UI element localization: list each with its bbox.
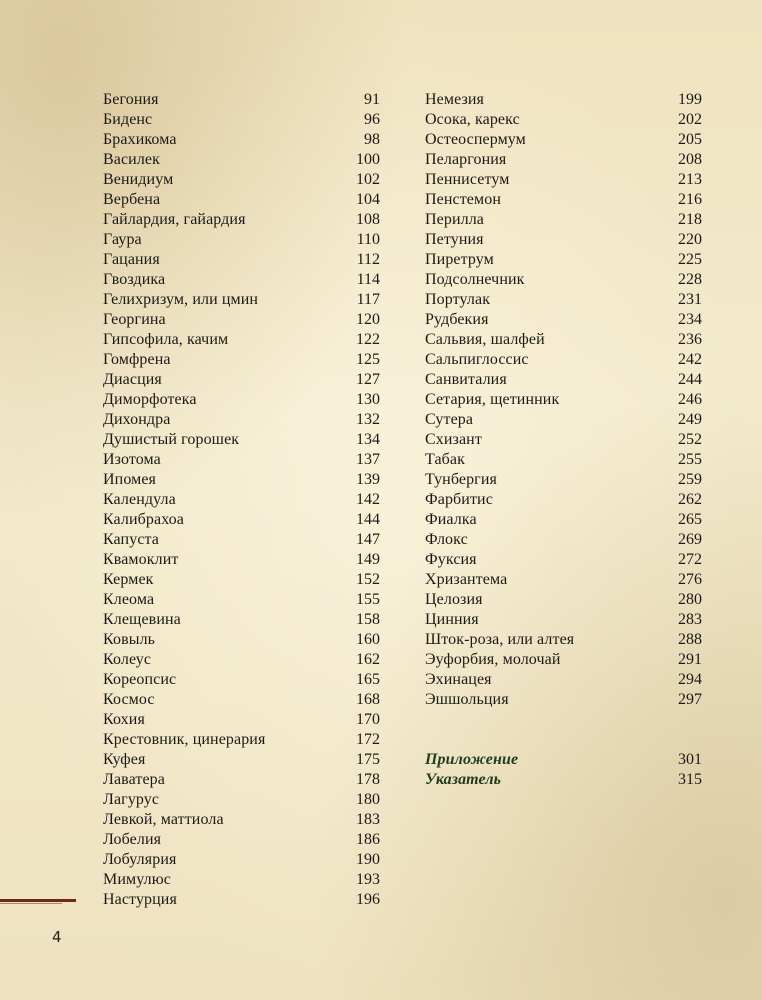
toc-entry[interactable]	[103, 470, 380, 490]
toc-entry-title: Душистый горошек	[103, 431, 240, 448]
toc-entry-page: 280	[678, 591, 702, 608]
toc-entry-title: Изотома	[103, 451, 161, 468]
toc-entry-title: Клеома	[103, 591, 155, 608]
toc-entry-title: Пеларгония	[425, 151, 507, 168]
toc-entry-title: Ипомея	[103, 471, 156, 488]
toc-entry-page: 193	[356, 871, 380, 888]
toc-entry-page: 130	[356, 391, 380, 408]
toc-entry-title: Крестовник, цинерария	[103, 731, 266, 748]
toc-entry-page: 249	[678, 411, 702, 428]
toc-entry-title: Целозия	[425, 591, 483, 608]
toc-entry-title: Фиалка	[425, 511, 477, 528]
toc-entry-page: 315	[678, 771, 702, 788]
toc-entry-page: 252	[678, 431, 702, 448]
toc-entry-title: Указатель	[425, 771, 502, 788]
toc-entry-title: Эхинацея	[425, 671, 492, 688]
toc-entry[interactable]	[425, 690, 702, 710]
toc-entry-page: 149	[356, 551, 380, 568]
toc-entry-title: Венидиум	[103, 171, 174, 188]
toc-entry-page: 132	[356, 411, 380, 428]
toc-entry[interactable]	[425, 470, 702, 490]
toc-entry[interactable]	[103, 570, 380, 590]
toc-entry[interactable]	[425, 410, 702, 430]
toc-entry[interactable]	[103, 590, 380, 610]
toc-entry[interactable]	[425, 510, 702, 530]
toc-entry-page: 208	[678, 151, 702, 168]
toc-entry-page: 144	[356, 511, 380, 528]
toc-entry-title: Квамоклит	[103, 551, 179, 568]
toc-entry-title: Ковыль	[103, 631, 156, 648]
toc-entry[interactable]	[425, 230, 702, 250]
toc-entry-title: Василек	[103, 151, 160, 168]
toc-entry-page: 155	[356, 591, 380, 608]
toc-extra-entry[interactable]	[425, 750, 702, 770]
toc-entry-title: Календула	[103, 491, 176, 508]
toc-entry[interactable]	[103, 870, 380, 890]
toc-entry-page: 269	[678, 531, 702, 548]
toc-entry-page: 186	[356, 831, 380, 848]
toc-entry[interactable]	[425, 130, 702, 150]
toc-entry-page: 228	[678, 271, 702, 288]
toc-entry-page: 168	[356, 691, 380, 708]
toc-entry-page: 272	[678, 551, 702, 568]
toc-entry-title: Лобулярия	[103, 851, 177, 868]
toc-entry[interactable]	[103, 170, 380, 190]
toc-entry-page: 139	[356, 471, 380, 488]
toc-entry[interactable]	[103, 810, 380, 830]
toc-entry-title: Кореопсис	[103, 671, 177, 688]
toc-entry-title: Табак	[425, 451, 465, 468]
toc-entry-title: Шток-роза, или алтея	[425, 631, 575, 648]
toc-entry-title: Диасция	[103, 371, 162, 388]
toc-entry[interactable]	[103, 550, 380, 570]
toc-entry-title: Гипсофила, качим	[103, 331, 229, 348]
toc-entry-title: Петуния	[425, 231, 484, 248]
toc-entry[interactable]	[425, 110, 702, 130]
toc-entry[interactable]	[103, 690, 380, 710]
toc-entry-page: 125	[356, 351, 380, 368]
toc-entry[interactable]	[103, 150, 380, 170]
toc-entry[interactable]	[425, 670, 702, 690]
toc-entry-page: 98	[364, 131, 380, 148]
toc-entry-page: 96	[364, 111, 380, 128]
toc-entry-title: Санвиталия	[425, 371, 507, 388]
toc-entry-title: Подсолнечник	[425, 271, 525, 288]
toc-entry-page: 100	[356, 151, 380, 168]
toc-entry[interactable]	[103, 90, 380, 110]
toc-entry-title: Остеоспермум	[425, 131, 526, 148]
toc-entry-title: Брахикома	[103, 131, 177, 148]
toc-entry-page: 175	[356, 751, 380, 768]
toc-entry-title: Фуксия	[425, 551, 477, 568]
toc-entry-page: 117	[356, 291, 380, 308]
toc-entry[interactable]	[425, 550, 702, 570]
toc-entry[interactable]	[103, 210, 380, 230]
toc-extra-entry[interactable]	[425, 770, 702, 790]
toc-left-column	[103, 90, 380, 910]
toc-entry[interactable]	[103, 110, 380, 130]
toc-entry-title: Приложение	[425, 751, 519, 768]
toc-entry-title: Калибрахоа	[103, 511, 184, 528]
toc-gap	[425, 710, 702, 750]
toc-entry-title: Лаватера	[103, 771, 165, 788]
toc-entry-title: Космос	[103, 691, 155, 708]
toc-entry[interactable]	[103, 750, 380, 770]
toc-entry-title: Биденс	[103, 111, 153, 128]
toc-entry-title: Эуфорбия, молочай	[425, 651, 561, 668]
toc-entry-title: Сальвия, шалфей	[425, 331, 545, 348]
toc-entry-page: 120	[356, 311, 380, 328]
toc-entry-page: 183	[356, 811, 380, 828]
toc-entry[interactable]	[425, 650, 702, 670]
toc-entry-page: 205	[678, 131, 702, 148]
toc-entry-page: 199	[678, 91, 702, 108]
toc-entry-page: 283	[678, 611, 702, 628]
toc-entry-page: 242	[678, 351, 702, 368]
toc-entry-page: 147	[356, 531, 380, 548]
toc-entry-page: 152	[356, 571, 380, 588]
toc-entry[interactable]	[103, 190, 380, 210]
toc-entry-title: Пенстемон	[425, 191, 502, 208]
toc-entry-title: Сетария, щетинник	[425, 391, 560, 408]
toc-entry[interactable]	[425, 270, 702, 290]
toc-entry[interactable]	[425, 350, 702, 370]
toc-entry-page: 244	[678, 371, 702, 388]
toc-entry-page: 246	[678, 391, 702, 408]
toc-entry-title: Настурция	[103, 891, 177, 908]
toc-entry[interactable]	[425, 150, 702, 170]
toc-entry-title: Диморфотека	[103, 391, 197, 408]
toc-entry-page: 104	[356, 191, 380, 208]
toc-entry-title: Флокс	[425, 531, 468, 548]
toc-entry-title: Гацания	[103, 251, 160, 268]
toc-entry-title: Вербена	[103, 191, 161, 208]
toc-entry-page: 165	[356, 671, 380, 688]
toc-entry-page: 218	[678, 211, 702, 228]
toc-entry-title: Сальпиглоссис	[425, 351, 529, 368]
toc-entry[interactable]	[425, 370, 702, 390]
toc-entry[interactable]	[103, 510, 380, 530]
toc-entry-title: Лагурус	[103, 791, 160, 808]
toc-entry[interactable]	[103, 450, 380, 470]
toc-entry[interactable]	[103, 490, 380, 510]
toc-entry-page: 294	[678, 671, 702, 688]
toc-entry-title: Гвоздика	[103, 271, 166, 288]
toc-entry-page: 255	[678, 451, 702, 468]
toc-entry-title: Пеннисетум	[425, 171, 510, 188]
toc-entry[interactable]	[103, 650, 380, 670]
toc-entry[interactable]	[425, 490, 702, 510]
toc-entry-page: 137	[356, 451, 380, 468]
page-number: 4	[52, 928, 62, 946]
toc-entry-title: Бегония	[103, 91, 159, 108]
toc-entry-page: 112	[356, 251, 380, 268]
toc-entry-title: Эшшольция	[425, 691, 509, 708]
toc-entry-page: 234	[678, 311, 702, 328]
toc-entry-page: 127	[356, 371, 380, 388]
toc-entry-title: Рудбекия	[425, 311, 489, 328]
toc-entry-page: 142	[356, 491, 380, 508]
toc-entry-title: Гайлардия, гайардия	[103, 211, 246, 228]
toc-entry-page: 288	[678, 631, 702, 648]
toc-entry[interactable]	[425, 170, 702, 190]
toc-entry-page: 220	[678, 231, 702, 248]
toc-entry[interactable]	[425, 310, 702, 330]
toc-entry[interactable]	[103, 250, 380, 270]
toc-entry[interactable]	[425, 590, 702, 610]
toc-extras	[425, 750, 702, 790]
toc-entry-title: Тунбергия	[425, 471, 497, 488]
toc-entry[interactable]	[103, 130, 380, 150]
toc-entry[interactable]	[103, 770, 380, 790]
toc-entry-page: 262	[678, 491, 702, 508]
toc-entry[interactable]	[103, 270, 380, 290]
toc-entry-page: 122	[356, 331, 380, 348]
toc-entry[interactable]	[425, 450, 702, 470]
toc-entry-title: Левкой, маттиола	[103, 811, 224, 828]
toc-entry-title: Осока, карекс	[425, 111, 520, 128]
toc-entry-title: Куфея	[103, 751, 146, 768]
toc-entry-page: 196	[356, 891, 380, 908]
toc-entry-title: Хризантема	[425, 571, 508, 588]
toc-entry[interactable]	[425, 630, 702, 650]
toc-entry[interactable]	[425, 530, 702, 550]
toc-entry-title: Лобелия	[103, 831, 162, 848]
toc-entry-page: 114	[356, 271, 380, 288]
toc-entry-page: 172	[356, 731, 380, 748]
toc-entry-page: 91	[364, 91, 380, 108]
toc-entry-page: 190	[356, 851, 380, 868]
toc-entry-page: 134	[356, 431, 380, 448]
toc-entry-title: Портулак	[425, 291, 491, 308]
toc-entry-page: 178	[356, 771, 380, 788]
toc-entry-title: Немезия	[425, 91, 485, 108]
toc-entry[interactable]	[103, 670, 380, 690]
toc-entry-page: 216	[678, 191, 702, 208]
toc-entry-title: Гаура	[103, 231, 142, 248]
toc-entry-page: 265	[678, 511, 702, 528]
toc-entry-page: 108	[356, 211, 380, 228]
toc-entry[interactable]	[425, 250, 702, 270]
toc-entry-page: 225	[678, 251, 702, 268]
toc-entry-page: 301	[678, 751, 702, 768]
toc-entry-page: 236	[678, 331, 702, 348]
toc-entry[interactable]	[425, 90, 702, 110]
toc-entry-page: 202	[678, 111, 702, 128]
toc-entry-title: Георгина	[103, 311, 166, 328]
toc-entry[interactable]	[103, 290, 380, 310]
toc-entry-page: 102	[356, 171, 380, 188]
toc-entry-page: 110	[356, 231, 380, 248]
toc-entry-title: Сутера	[425, 411, 474, 428]
toc-entry[interactable]	[425, 430, 702, 450]
toc-entry[interactable]	[425, 610, 702, 630]
toc-entry-title: Цинния	[425, 611, 479, 628]
toc-entry[interactable]	[103, 350, 380, 370]
toc-entry[interactable]	[103, 790, 380, 810]
toc-right-column	[425, 90, 702, 790]
toc-entry-title: Кохия	[103, 711, 145, 728]
toc-entry-page: 259	[678, 471, 702, 488]
toc-entry[interactable]	[425, 570, 702, 590]
toc-entry[interactable]	[425, 190, 702, 210]
toc-entry-page: 291	[678, 651, 702, 668]
toc-entry[interactable]	[425, 290, 702, 310]
toc-entry[interactable]	[425, 390, 702, 410]
toc-entry[interactable]	[103, 230, 380, 250]
toc-entry-title: Капуста	[103, 531, 160, 548]
toc-entry[interactable]	[103, 410, 380, 430]
toc-entry[interactable]	[103, 730, 380, 750]
toc-entry-title: Колеус	[103, 651, 152, 668]
toc-entry[interactable]	[103, 530, 380, 550]
toc-entry-title: Пиретрум	[425, 251, 494, 268]
toc-entry[interactable]	[103, 850, 380, 870]
toc-entry-page: 170	[356, 711, 380, 728]
toc-entry-title: Мимулюс	[103, 871, 171, 888]
toc-entry-title: Гомфрена	[103, 351, 171, 368]
toc-entry-page: 162	[356, 651, 380, 668]
toc-entry-title: Клещевина	[103, 611, 181, 628]
toc-entry-page: 180	[356, 791, 380, 808]
toc-entry[interactable]	[103, 890, 380, 910]
page-corner-rule	[0, 899, 76, 902]
toc-entry-title: Перилла	[425, 211, 484, 228]
toc-entry-page: 297	[678, 691, 702, 708]
toc-entry[interactable]	[103, 710, 380, 730]
toc-entry[interactable]	[425, 210, 702, 230]
toc-entry-title: Кермек	[103, 571, 154, 588]
toc-entry[interactable]	[103, 390, 380, 410]
toc-entry[interactable]	[425, 330, 702, 350]
toc-entry[interactable]	[103, 610, 380, 630]
toc-entry[interactable]	[103, 310, 380, 330]
toc-entry-page: 231	[678, 291, 702, 308]
toc-entry-page: 158	[356, 611, 380, 628]
toc-entry[interactable]	[103, 830, 380, 850]
toc-entry-page: 160	[356, 631, 380, 648]
toc-entry[interactable]	[103, 330, 380, 350]
toc-entry-title: Схизант	[425, 431, 482, 448]
toc-entry[interactable]	[103, 430, 380, 450]
toc-entry-page: 213	[678, 171, 702, 188]
toc-entry-title: Гелихризум, или цмин	[103, 291, 259, 308]
toc-entry-page: 276	[678, 571, 702, 588]
toc-entry[interactable]	[103, 630, 380, 650]
toc-entry-title: Дихондра	[103, 411, 171, 428]
toc-entry-title: Фарбитис	[425, 491, 493, 508]
toc-right-entries	[425, 90, 702, 710]
toc-entry[interactable]	[103, 370, 380, 390]
